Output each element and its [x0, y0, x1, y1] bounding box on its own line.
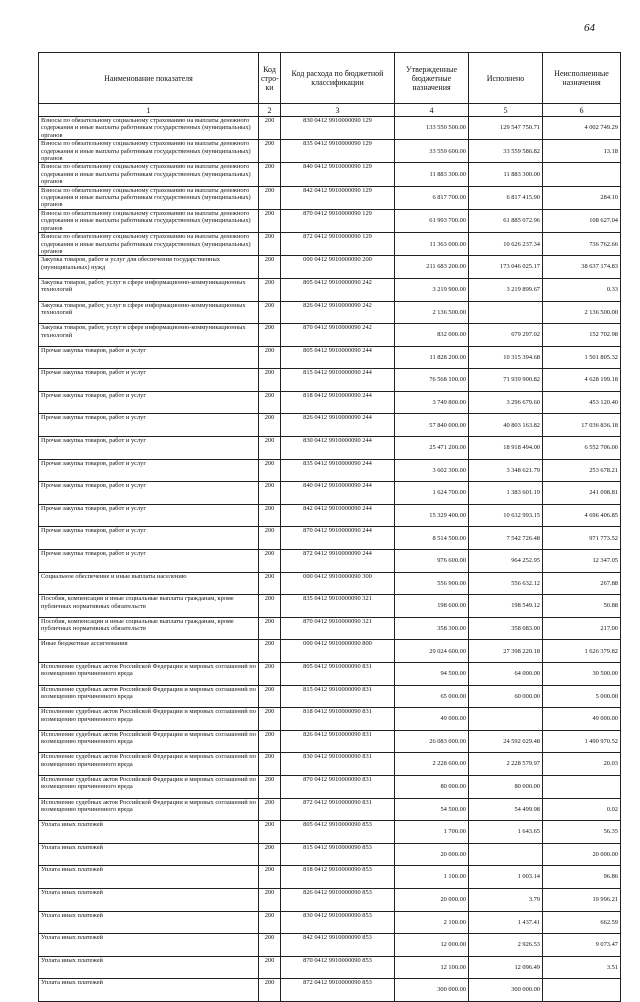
row-name-cell: Взносы по обязательному социальному страхованию на выплаты денежного содержания и иные выплаты работникам государственных (муниципальных) органов — [39, 117, 259, 140]
row-approved-cell: 20 000.00 — [395, 843, 469, 866]
row-name-cell: Уплата иных платежей — [39, 843, 259, 866]
row-name-cell: Взносы по обязательному социальному страхованию на выплаты денежного содержания и иные выплаты работникам государственных (муниципальных) органов — [39, 163, 259, 186]
table-row — [39, 278, 621, 301]
row-approved-cell: 11 883 300.00 — [395, 163, 469, 186]
row-budget-code-cell: 842 0412 9910000090 853 — [281, 934, 395, 957]
row-line-code-cell: 200 — [259, 685, 281, 708]
row-budget-code-cell: 000 0412 9910000090 300 — [281, 572, 395, 595]
row-budget-code-cell: 840 0412 9910000090 129 — [281, 163, 395, 186]
row-line-code-cell: 200 — [259, 730, 281, 753]
row-executed-cell: 64 000.00 — [469, 663, 543, 686]
row-executed-cell: 1 383 601.19 — [469, 482, 543, 505]
row-name-cell: Исполнение судебных актов Российской Федерации и мировых соглашений по возмещению причиненного вреда — [39, 798, 259, 821]
row-unexecuted-cell: 284.10 — [543, 186, 621, 209]
table-row — [39, 617, 621, 640]
row-line-code-cell: 200 — [259, 369, 281, 392]
table-row — [39, 186, 621, 209]
row-line-code-cell: 200 — [259, 888, 281, 911]
row-line-code-cell: 200 — [259, 934, 281, 957]
row-approved-cell: 8 514 500.00 — [395, 527, 469, 550]
table-row — [39, 753, 621, 776]
row-executed-cell: 10 315 394.68 — [469, 346, 543, 369]
row-executed-cell: 964 252.95 — [469, 550, 543, 573]
row-name-cell: Взносы по обязательному социальному страхованию на выплаты денежного содержания и иные выплаты работникам государственных (муниципальных) органов — [39, 233, 259, 256]
row-name-cell: Уплата иных платежей — [39, 956, 259, 979]
row-executed-cell: 173 046 025.17 — [469, 256, 543, 279]
row-approved-cell: 358 300.00 — [395, 617, 469, 640]
row-name-cell: Прочая закупка товаров, работ и услуг — [39, 391, 259, 414]
row-approved-cell: 3 749 800.00 — [395, 391, 469, 414]
row-approved-cell: 54 500.00 — [395, 798, 469, 821]
table-row — [39, 843, 621, 866]
row-approved-cell: 49 000.00 — [395, 708, 469, 731]
table-row — [39, 233, 621, 256]
row-budget-code-cell: 842 0412 9910000090 129 — [281, 186, 395, 209]
row-budget-code-cell: 826 0412 9910000090 242 — [281, 301, 395, 324]
row-unexecuted-cell: 4 696 406.85 — [543, 504, 621, 527]
row-budget-code-cell: 826 0412 9910000090 831 — [281, 730, 395, 753]
row-executed-cell: 198 549.12 — [469, 595, 543, 618]
row-approved-cell: 15 329 400.00 — [395, 504, 469, 527]
table-row — [39, 663, 621, 686]
row-unexecuted-cell: 241 098.81 — [543, 482, 621, 505]
row-budget-code-cell: 815 0412 9910000090 831 — [281, 685, 395, 708]
table-row — [39, 730, 621, 753]
row-budget-code-cell: 835 0412 9910000090 244 — [281, 459, 395, 482]
row-executed-cell: 18 918 494.00 — [469, 437, 543, 460]
table-body — [39, 117, 621, 1002]
table-row — [39, 140, 621, 163]
row-unexecuted-cell: 4 628 199.18 — [543, 369, 621, 392]
row-approved-cell: 133 550 500.00 — [395, 117, 469, 140]
row-executed-cell: 61 885 072.96 — [469, 209, 543, 232]
row-unexecuted-cell: 662.59 — [543, 911, 621, 934]
row-unexecuted-cell: 12 347.05 — [543, 550, 621, 573]
row-line-code-cell: 200 — [259, 301, 281, 324]
row-unexecuted-cell — [543, 163, 621, 186]
row-executed-cell: 24 592 029.48 — [469, 730, 543, 753]
row-executed-cell: 7 542 726.48 — [469, 527, 543, 550]
row-line-code-cell: 200 — [259, 979, 281, 1002]
row-name-cell: Уплата иных платежей — [39, 979, 259, 1002]
row-line-code-cell: 200 — [259, 843, 281, 866]
table-header-row — [39, 53, 621, 104]
row-name-cell: Закупка товаров, работ и услуг для обеспечения государственных (муниципальных) нужд — [39, 256, 259, 279]
row-approved-cell: 1 624 700.00 — [395, 482, 469, 505]
header-approved: Утвержденные бюджетные назначения — [395, 53, 469, 104]
row-name-cell: Исполнение судебных актов Российской Федерации и мировых соглашений по возмещению причиненного вреда — [39, 708, 259, 731]
row-budget-code-cell: 870 0412 9910000090 244 — [281, 527, 395, 550]
row-unexecuted-cell: 0.33 — [543, 278, 621, 301]
row-name-cell: Прочая закупка товаров, работ и услуг — [39, 527, 259, 550]
row-unexecuted-cell: 20 000.00 — [543, 843, 621, 866]
table-row — [39, 685, 621, 708]
header-line-code: Код стро-ки — [259, 53, 281, 104]
row-approved-cell: 61 993 700.00 — [395, 209, 469, 232]
row-executed-cell: 2 926.53 — [469, 934, 543, 957]
row-unexecuted-cell: 152 702.98 — [543, 324, 621, 347]
row-line-code-cell: 200 — [259, 391, 281, 414]
row-unexecuted-cell: 2 136 500.00 — [543, 301, 621, 324]
row-budget-code-cell: 870 0412 9910000090 129 — [281, 209, 395, 232]
budget-execution-table — [38, 52, 621, 1002]
row-line-code-cell: 200 — [259, 233, 281, 256]
row-budget-code-cell: 830 0412 9910000090 831 — [281, 753, 395, 776]
row-unexecuted-cell: 267.88 — [543, 572, 621, 595]
row-budget-code-cell: 805 0412 9910000090 831 — [281, 663, 395, 686]
row-line-code-cell: 200 — [259, 708, 281, 731]
table-row — [39, 956, 621, 979]
row-line-code-cell: 200 — [259, 821, 281, 844]
row-executed-cell: 1 437.41 — [469, 911, 543, 934]
row-name-cell: Прочая закупка товаров, работ и услуг — [39, 504, 259, 527]
row-line-code-cell: 200 — [259, 595, 281, 618]
row-budget-code-cell: 872 0412 9910000090 244 — [281, 550, 395, 573]
row-approved-cell: 3 602 300.00 — [395, 459, 469, 482]
row-approved-cell: 11 828 200.00 — [395, 346, 469, 369]
row-approved-cell: 1 700.00 — [395, 821, 469, 844]
row-unexecuted-cell: 56.35 — [543, 821, 621, 844]
row-unexecuted-cell: 3.51 — [543, 956, 621, 979]
column-number-row — [39, 104, 621, 117]
row-unexecuted-cell: 0.02 — [543, 798, 621, 821]
row-line-code-cell: 200 — [259, 527, 281, 550]
row-name-cell: Уплата иных платежей — [39, 888, 259, 911]
row-line-code-cell: 200 — [259, 775, 281, 798]
row-unexecuted-cell — [543, 979, 621, 1002]
row-line-code-cell: 200 — [259, 640, 281, 663]
row-name-cell: Взносы по обязательному социальному страхованию на выплаты денежного содержания и иные выплаты работникам государственных (муниципальных) органов — [39, 209, 259, 232]
row-executed-cell: 3.79 — [469, 888, 543, 911]
row-line-code-cell: 200 — [259, 117, 281, 140]
row-executed-cell: 10 626 237.34 — [469, 233, 543, 256]
row-unexecuted-cell: 13.18 — [543, 140, 621, 163]
row-approved-cell: 6 817 700.00 — [395, 186, 469, 209]
row-budget-code-cell: 818 0412 9910000090 244 — [281, 391, 395, 414]
row-unexecuted-cell: 50.88 — [543, 595, 621, 618]
row-unexecuted-cell: 49 000.00 — [543, 708, 621, 731]
row-name-cell: Прочая закупка товаров, работ и услуг — [39, 414, 259, 437]
row-name-cell: Исполнение судебных актов Российской Федерации и мировых соглашений по возмещению причиненного вреда — [39, 775, 259, 798]
row-executed-cell: 11 883 300.00 — [469, 163, 543, 186]
table-row — [39, 934, 621, 957]
row-line-code-cell: 200 — [259, 186, 281, 209]
row-approved-cell: 65 000.00 — [395, 685, 469, 708]
row-executed-cell: 54 499.98 — [469, 798, 543, 821]
row-unexecuted-cell: 217.00 — [543, 617, 621, 640]
column-number: 3 — [281, 104, 395, 117]
row-budget-code-cell: 872 0412 9910000090 831 — [281, 798, 395, 821]
table-row — [39, 640, 621, 663]
row-approved-cell: 25 471 200.00 — [395, 437, 469, 460]
row-executed-cell — [469, 708, 543, 731]
row-executed-cell: 1 643.65 — [469, 821, 543, 844]
row-executed-cell: 10 632 993.15 — [469, 504, 543, 527]
table-row — [39, 572, 621, 595]
row-unexecuted-cell: 1 490 970.52 — [543, 730, 621, 753]
row-budget-code-cell: 805 0412 9910000090 242 — [281, 278, 395, 301]
table-row — [39, 117, 621, 140]
row-budget-code-cell: 835 0412 9910000090 129 — [281, 140, 395, 163]
row-unexecuted-cell: 253 678.21 — [543, 459, 621, 482]
table-row — [39, 414, 621, 437]
column-number: 6 — [543, 104, 621, 117]
row-executed-cell — [469, 301, 543, 324]
row-name-cell: Прочая закупка товаров, работ и услуг — [39, 437, 259, 460]
table-row — [39, 595, 621, 618]
row-unexecuted-cell: 30 500.00 — [543, 663, 621, 686]
row-line-code-cell: 200 — [259, 459, 281, 482]
row-approved-cell: 12 100.00 — [395, 956, 469, 979]
row-line-code-cell: 200 — [259, 209, 281, 232]
row-line-code-cell: 200 — [259, 663, 281, 686]
row-approved-cell: 976 600.00 — [395, 550, 469, 573]
row-budget-code-cell: 000 0412 9910000090 200 — [281, 256, 395, 279]
row-executed-cell: 300 000.00 — [469, 979, 543, 1002]
row-approved-cell: 33 559 600.00 — [395, 140, 469, 163]
table-row — [39, 821, 621, 844]
table-row — [39, 324, 621, 347]
row-approved-cell: 198 600.00 — [395, 595, 469, 618]
row-unexecuted-cell: 453 120.40 — [543, 391, 621, 414]
row-name-cell: Прочая закупка товаров, работ и услуг — [39, 459, 259, 482]
row-approved-cell: 2 100.00 — [395, 911, 469, 934]
row-name-cell: Иные бюджетные ассигнования — [39, 640, 259, 663]
row-budget-code-cell: 805 0412 9910000090 853 — [281, 821, 395, 844]
row-budget-code-cell: 870 0412 9910000090 853 — [281, 956, 395, 979]
row-unexecuted-cell: 5 000.00 — [543, 685, 621, 708]
row-approved-cell: 80 000.00 — [395, 775, 469, 798]
row-unexecuted-cell: 19 996.21 — [543, 888, 621, 911]
row-name-cell: Закупка товаров, работ, услуг в сфере информационно-коммуникационных технологий — [39, 278, 259, 301]
row-budget-code-cell: 870 0412 9910000090 831 — [281, 775, 395, 798]
row-line-code-cell: 200 — [259, 346, 281, 369]
table-row — [39, 346, 621, 369]
row-name-cell: Прочая закупка товаров, работ и услуг — [39, 346, 259, 369]
row-unexecuted-cell: 6 552 706.00 — [543, 437, 621, 460]
row-name-cell: Закупка товаров, работ, услуг в сфере информационно-коммуникационных технологий — [39, 324, 259, 347]
row-executed-cell: 60 000.00 — [469, 685, 543, 708]
row-line-code-cell: 200 — [259, 866, 281, 889]
row-name-cell: Пособия, компенсации и иные социальные выплаты гражданам, кроме публичных нормативных обязательств — [39, 617, 259, 640]
row-name-cell: Исполнение судебных актов Российской Федерации и мировых соглашений по возмещению причиненного вреда — [39, 663, 259, 686]
row-name-cell: Исполнение судебных актов Российской Федерации и мировых соглашений по возмещению причиненного вреда — [39, 753, 259, 776]
row-executed-cell: 3 296 679.60 — [469, 391, 543, 414]
row-budget-code-cell: 870 0412 9910000090 242 — [281, 324, 395, 347]
table-row — [39, 504, 621, 527]
row-name-cell: Исполнение судебных актов Российской Федерации и мировых соглашений по возмещению причиненного вреда — [39, 685, 259, 708]
row-executed-cell: 556 632.12 — [469, 572, 543, 595]
row-line-code-cell: 200 — [259, 256, 281, 279]
table-row — [39, 550, 621, 573]
row-budget-code-cell: 000 0412 9910000090 800 — [281, 640, 395, 663]
row-approved-cell: 832 000.00 — [395, 324, 469, 347]
row-unexecuted-cell: 9 073.47 — [543, 934, 621, 957]
row-line-code-cell: 200 — [259, 482, 281, 505]
row-executed-cell: 71 939 900.82 — [469, 369, 543, 392]
row-approved-cell: 11 363 000.00 — [395, 233, 469, 256]
table-row — [39, 979, 621, 1002]
row-unexecuted-cell: 20.03 — [543, 753, 621, 776]
row-unexecuted-cell: 96.86 — [543, 866, 621, 889]
row-unexecuted-cell: 17 036 836.18 — [543, 414, 621, 437]
table-row — [39, 888, 621, 911]
row-approved-cell: 556 900.00 — [395, 572, 469, 595]
row-executed-cell: 27 398 220.18 — [469, 640, 543, 663]
row-executed-cell: 358 083.00 — [469, 617, 543, 640]
row-line-code-cell: 200 — [259, 437, 281, 460]
row-line-code-cell: 200 — [259, 550, 281, 573]
row-budget-code-cell: 805 0412 9910000090 244 — [281, 346, 395, 369]
row-executed-cell: 3 219 899.67 — [469, 278, 543, 301]
row-name-cell: Уплата иных платежей — [39, 934, 259, 957]
table-row — [39, 209, 621, 232]
table-row — [39, 708, 621, 731]
row-budget-code-cell: 835 0412 9910000090 321 — [281, 595, 395, 618]
row-line-code-cell: 200 — [259, 617, 281, 640]
row-name-cell: Взносы по обязательному социальному страхованию на выплаты денежного содержания и иные выплаты работникам государственных (муниципальных) органов — [39, 140, 259, 163]
header-name: Наименование показателя — [39, 53, 259, 104]
table-row — [39, 163, 621, 186]
row-name-cell: Пособия, компенсации и иные социальные выплаты гражданам, кроме публичных нормативных обязательств — [39, 595, 259, 618]
row-line-code-cell: 200 — [259, 414, 281, 437]
row-line-code-cell: 200 — [259, 911, 281, 934]
row-approved-cell: 94 500.00 — [395, 663, 469, 686]
row-executed-cell: 33 559 586.82 — [469, 140, 543, 163]
row-line-code-cell: 200 — [259, 504, 281, 527]
row-approved-cell: 20 000.00 — [395, 888, 469, 911]
row-executed-cell: 1 003.14 — [469, 866, 543, 889]
row-unexecuted-cell: 1 501 805.32 — [543, 346, 621, 369]
header-unexecuted: Неисполненные назначения — [543, 53, 621, 104]
table-row — [39, 866, 621, 889]
row-line-code-cell: 200 — [259, 140, 281, 163]
row-name-cell: Исполнение судебных актов Российской Федерации и мировых соглашений по возмещению причиненного вреда — [39, 730, 259, 753]
row-approved-cell: 26 083 000.00 — [395, 730, 469, 753]
row-budget-code-cell: 818 0412 9910000090 853 — [281, 866, 395, 889]
table-row — [39, 256, 621, 279]
row-executed-cell: 2 228 579.97 — [469, 753, 543, 776]
row-executed-cell: 80 000.00 — [469, 775, 543, 798]
table-row — [39, 459, 621, 482]
row-approved-cell: 211 683 200.00 — [395, 256, 469, 279]
row-budget-code-cell: 840 0412 9910000090 244 — [281, 482, 395, 505]
column-number: 5 — [469, 104, 543, 117]
row-name-cell: Уплата иных платежей — [39, 821, 259, 844]
row-budget-code-cell: 830 0412 9910000090 129 — [281, 117, 395, 140]
row-line-code-cell: 200 — [259, 324, 281, 347]
row-budget-code-cell: 872 0412 9910000090 129 — [281, 233, 395, 256]
table-row — [39, 301, 621, 324]
row-executed-cell: 129 547 750.71 — [469, 117, 543, 140]
row-executed-cell: 12 096.49 — [469, 956, 543, 979]
row-name-cell: Прочая закупка товаров, работ и услуг — [39, 482, 259, 505]
column-number: 2 — [259, 104, 281, 117]
row-unexecuted-cell: 4 002 749.29 — [543, 117, 621, 140]
row-approved-cell: 12 000.00 — [395, 934, 469, 957]
row-approved-cell: 3 219 900.00 — [395, 278, 469, 301]
row-unexecuted-cell: 108 627.04 — [543, 209, 621, 232]
table-row — [39, 482, 621, 505]
row-name-cell: Социальное обеспечение и иные выплаты населению — [39, 572, 259, 595]
row-budget-code-cell: 842 0412 9910000090 244 — [281, 504, 395, 527]
row-budget-code-cell: 815 0412 9910000090 853 — [281, 843, 395, 866]
row-line-code-cell: 200 — [259, 572, 281, 595]
page-number: 64 — [584, 22, 595, 34]
row-budget-code-cell: 872 0412 9910000090 853 — [281, 979, 395, 1002]
row-name-cell: Взносы по обязательному социальному страхованию на выплаты денежного содержания и иные выплаты работникам государственных (муниципальных) органов — [39, 186, 259, 209]
row-line-code-cell: 200 — [259, 163, 281, 186]
row-budget-code-cell: 826 0412 9910000090 853 — [281, 888, 395, 911]
row-approved-cell: 57 840 000.00 — [395, 414, 469, 437]
row-approved-cell: 1 100.00 — [395, 866, 469, 889]
row-executed-cell: 679 297.02 — [469, 324, 543, 347]
row-name-cell: Уплата иных платежей — [39, 866, 259, 889]
row-name-cell: Прочая закупка товаров, работ и услуг — [39, 550, 259, 573]
row-line-code-cell: 200 — [259, 956, 281, 979]
column-number: 4 — [395, 104, 469, 117]
row-unexecuted-cell: 971 773.52 — [543, 527, 621, 550]
row-executed-cell: 3 348 621.79 — [469, 459, 543, 482]
table-row — [39, 391, 621, 414]
row-unexecuted-cell: 38 637 174.83 — [543, 256, 621, 279]
row-executed-cell — [469, 843, 543, 866]
table-row — [39, 775, 621, 798]
row-unexecuted-cell — [543, 775, 621, 798]
header-budget-code: Код расхода по бюджетной классификации — [281, 53, 395, 104]
row-name-cell: Закупка товаров, работ, услуг в сфере информационно-коммуникационных технологий — [39, 301, 259, 324]
row-line-code-cell: 200 — [259, 798, 281, 821]
column-number: 1 — [39, 104, 259, 117]
table-row — [39, 369, 621, 392]
row-budget-code-cell: 826 0412 9910000090 244 — [281, 414, 395, 437]
row-name-cell: Уплата иных платежей — [39, 911, 259, 934]
table-row — [39, 527, 621, 550]
row-budget-code-cell: 815 0412 9910000090 244 — [281, 369, 395, 392]
row-executed-cell: 6 817 415.90 — [469, 186, 543, 209]
row-line-code-cell: 200 — [259, 278, 281, 301]
row-budget-code-cell: 830 0412 9910000090 853 — [281, 911, 395, 934]
row-approved-cell: 76 568 100.00 — [395, 369, 469, 392]
row-budget-code-cell: 818 0412 9910000090 831 — [281, 708, 395, 731]
table-row — [39, 437, 621, 460]
row-name-cell: Прочая закупка товаров, работ и услуг — [39, 369, 259, 392]
row-budget-code-cell: 830 0412 9910000090 244 — [281, 437, 395, 460]
row-budget-code-cell: 870 0412 9910000090 321 — [281, 617, 395, 640]
row-unexecuted-cell: 1 626 379.82 — [543, 640, 621, 663]
row-approved-cell: 2 136 500.00 — [395, 301, 469, 324]
row-approved-cell: 29 024 600.00 — [395, 640, 469, 663]
row-approved-cell: 2 228 600.00 — [395, 753, 469, 776]
header-executed: Исполнено — [469, 53, 543, 104]
row-approved-cell: 300 000.00 — [395, 979, 469, 1002]
row-unexecuted-cell: 736 762.66 — [543, 233, 621, 256]
row-executed-cell: 40 803 163.82 — [469, 414, 543, 437]
table-row — [39, 911, 621, 934]
row-line-code-cell: 200 — [259, 753, 281, 776]
table-row — [39, 798, 621, 821]
